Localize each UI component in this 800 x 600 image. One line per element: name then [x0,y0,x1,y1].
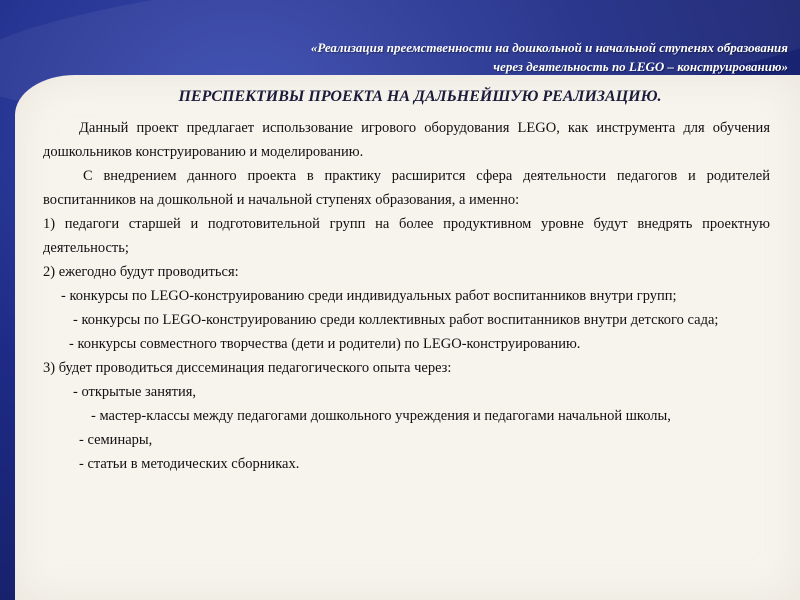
sub-item-joint-contests: - конкурсы совместного творчества (дети и родители) по LEGO-конструированию. [69,336,581,352]
sub-item-seminars: - семинары, [79,432,153,448]
header-line-2: через деятельность по LEGO – конструированию» [493,59,788,74]
sub-item-master-classes: - мастер-классы между педагогами дошкольного учреждения и педагогами начальной школы, [91,408,671,424]
paragraph-intro: Данный проект предлагает использование игрового оборудования LEGO, как инструмента для обучения дошкольников конструированию и моделированию. [43,120,770,160]
paragraph-expansion: С внедрением данного проекта в практику расширится сфера деятельности педагогов и родителей воспитанников на дошкольной и начальной ступенях образования, а именно: [43,168,770,208]
sub-item-open-lessons: - открытые занятия, [73,384,197,400]
list-item-1: 1) педагоги старшей и подготовительной групп на более продуктивном уровне будут внедрять проектную деятельность; [43,216,770,256]
sub-item-collective-contests: - конкурсы по LEGO-конструированию среди коллективных работ воспитанников внутри детского сада; [73,312,719,328]
slide-body [43,116,770,476]
sub-item-individual-contests: - конкурсы по LEGO-конструированию среди индивидуальных работ воспитанников внутри групп; [61,288,677,304]
sub-item-articles: - статьи в методических сборниках. [79,456,300,472]
slide-header [168,38,788,76]
list-item-2: 2) ежегодно будут проводиться: [43,264,239,280]
slide-title: ПЕРСПЕКТИВЫ ПРОЕКТА НА ДАЛЬНЕЙШУЮ РЕАЛИЗАЦИЮ. [178,88,662,105]
list-item-3: 3) будет проводиться диссеминация педагогического опыта через: [43,360,452,376]
header-line-1: «Реализация преемственности на дошкольной и начальной ступенях образования [310,40,788,55]
